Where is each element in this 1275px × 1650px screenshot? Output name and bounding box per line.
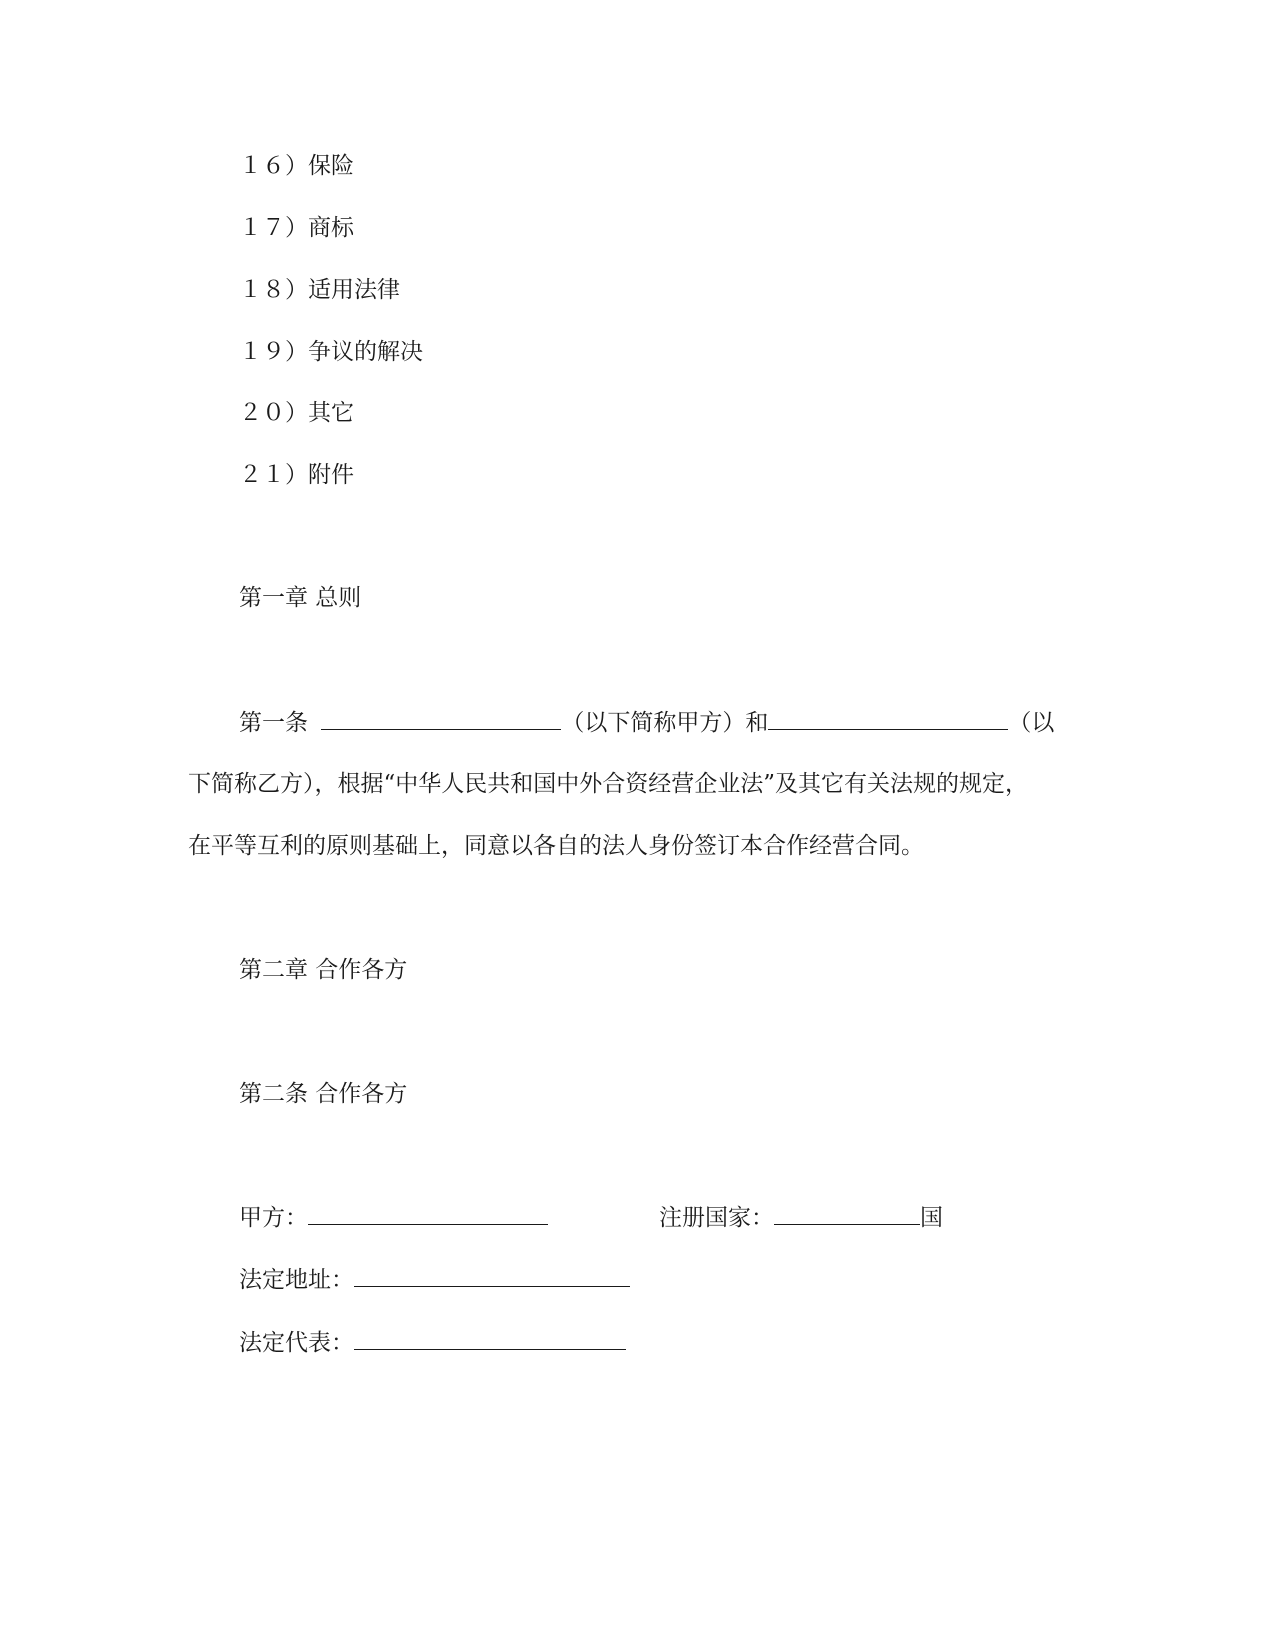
party-a-label: 甲方： xyxy=(239,1205,308,1231)
toc-item-number: １９） xyxy=(239,339,308,365)
toc-item-number: ２０） xyxy=(239,400,308,426)
toc-item-label: 其它 xyxy=(308,400,354,426)
toc-item-number: １７） xyxy=(239,215,308,241)
toc-item-20 xyxy=(239,398,354,428)
toc-item-number: ２１） xyxy=(239,462,308,488)
country-blank[interactable] xyxy=(774,1202,920,1225)
address-label: 法定地址： xyxy=(239,1267,354,1293)
toc-item-number: １６） xyxy=(239,153,308,179)
toc-item-19 xyxy=(239,337,423,367)
representative-blank[interactable] xyxy=(354,1327,626,1350)
party-b-name-blank[interactable] xyxy=(768,707,1008,730)
address-row xyxy=(239,1264,630,1295)
article-1-line-2: 下简称乙方），根据“中华人民共和国中外合资经营企业法”及其它有关法规的规定， xyxy=(188,771,1029,797)
toc-item-18 xyxy=(239,275,400,305)
country-suffix: 国 xyxy=(920,1205,943,1231)
toc-item-label: 争议的解决 xyxy=(308,339,423,365)
toc-item-label: 保险 xyxy=(308,153,354,179)
address-blank[interactable] xyxy=(354,1264,630,1287)
article-1-line-1 xyxy=(239,707,1054,738)
country-label: 注册国家： xyxy=(659,1205,774,1231)
country-row xyxy=(659,1202,943,1233)
toc-item-21 xyxy=(239,460,354,490)
article-1-label: 第一条 xyxy=(239,710,308,736)
toc-item-label: 适用法律 xyxy=(308,277,400,303)
party-a-row xyxy=(239,1202,548,1233)
toc-item-number: １８） xyxy=(239,277,308,303)
toc-item-label: 附件 xyxy=(308,462,354,488)
toc-item-16 xyxy=(239,151,354,181)
representative-row xyxy=(239,1327,626,1358)
representative-label: 法定代表： xyxy=(239,1330,354,1356)
toc-item-label: 商标 xyxy=(308,215,354,241)
toc-item-17 xyxy=(239,213,354,243)
chapter-1-heading: 第一章 总则 xyxy=(239,585,362,611)
chapter-2-heading: 第二章 合作各方 xyxy=(239,957,408,983)
party-a-name-blank[interactable] xyxy=(321,707,561,730)
article-2-heading: 第二条 合作各方 xyxy=(239,1081,408,1107)
party-a-blank[interactable] xyxy=(308,1202,548,1225)
party-b-suffix: （以 xyxy=(1008,710,1055,736)
article-1-line-3: 在平等互利的原则基础上，同意以各自的法人身份签订本合作经营合同。 xyxy=(188,833,924,859)
party-a-suffix: （以下简称甲方）和 xyxy=(561,710,769,736)
